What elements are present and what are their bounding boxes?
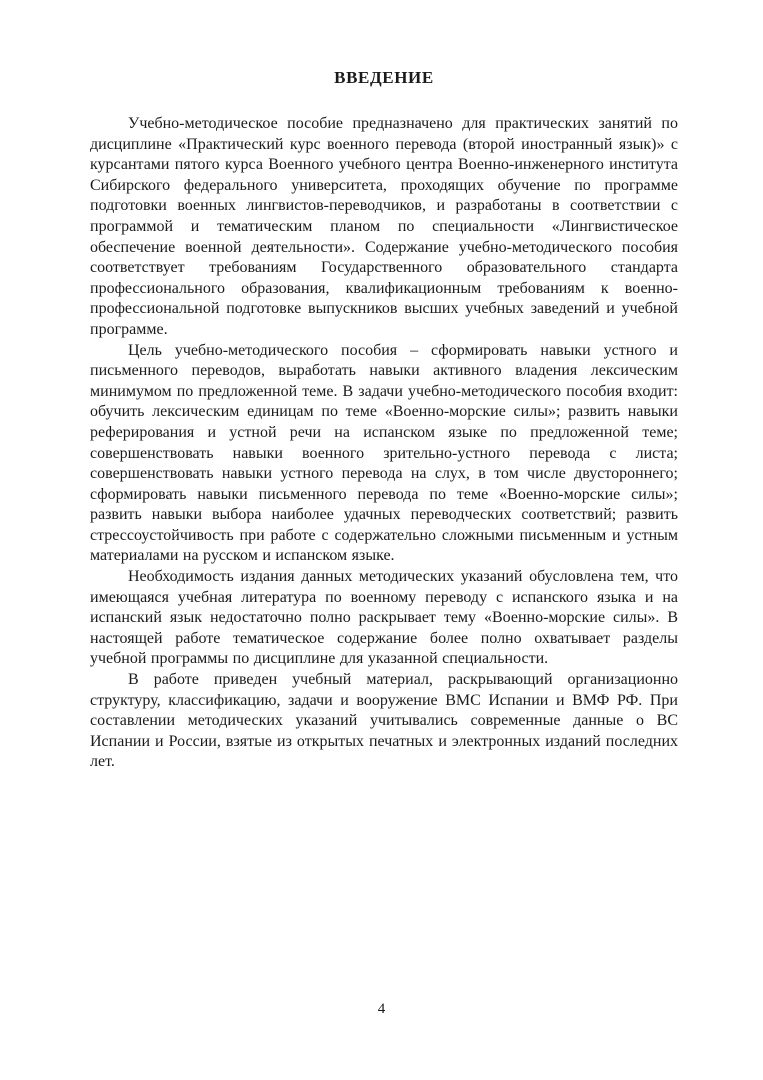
paragraph-intro: Учебно-методическое пособие предназначено для практических занятий по дисциплине «Практический курс военного перевода (второй иностранный язык)» с курсантами пятого курса Военного учебного центра Военно-инженерного института Сибирского федерального университета, проходящих обучение по программе подготовки военных лингвистов-переводчиков, и разработаны в соответствии с программой и тематическим планом по специальности «Лингвистическое обеспечение военной деятельности». Содержание учебно-методического пособия соответствует требованиям Государственного образовательного стандарта профессионального образования, квалификационным требованиям к военно-профессиональной подготовке выпускников высших учебных заведений и учебной программе.: [90, 115, 678, 338]
page-title: ВВЕДЕНИЕ: [334, 68, 434, 87]
paragraph-goals: Цель учебно-методического пособия – сформировать навыки устного и письменного переводов, выработать навыки активного владения лексическим минимумом по предложенной теме. В задачи учебно-методического пособия входит: обучить лексическим единицам по теме «Военно-морские силы»; развить навыки реферирования и устной речи на испанском языке по предложенной теме; совершенствовать навыки военного зрительно-устного перевода с листа; совершенствовать навыки устного перевода на слух, в том числе двустороннего; сформировать навыки письменного перевода по теме «Военно-морские силы»; развить навыки выбора наиболее удачных переводческих соответствий; развить стрессоустойчивость при работе с содержательно сложными письменным и устным материалами на русском и испанском языке.: [90, 341, 678, 565]
paragraph-necessity: Необходимость издания данных методических указаний обусловлена тем, что имеющаяся учебная литература по военному переводу с испанского языка и на испанский язык недостаточно полно раскрывает тему «Военно-морские силы». В настоящей работе тематическое содержание более полно охватывает разделы учебной программы по дисциплине для указанной специальности.: [90, 568, 678, 668]
paragraph-contents: В работе приведен учебный материал, раскрывающий организационно структуру, классификацию, задачи и вооружение ВМС Испании и ВМФ РФ. При составлении методических указаний учитывались современные данные о ВС Испании и России, взятые из открытых печатных и электронных изданий последних лет.: [90, 671, 678, 771]
document-content: [90, 68, 678, 773]
page-number: 4: [377, 1001, 386, 1017]
